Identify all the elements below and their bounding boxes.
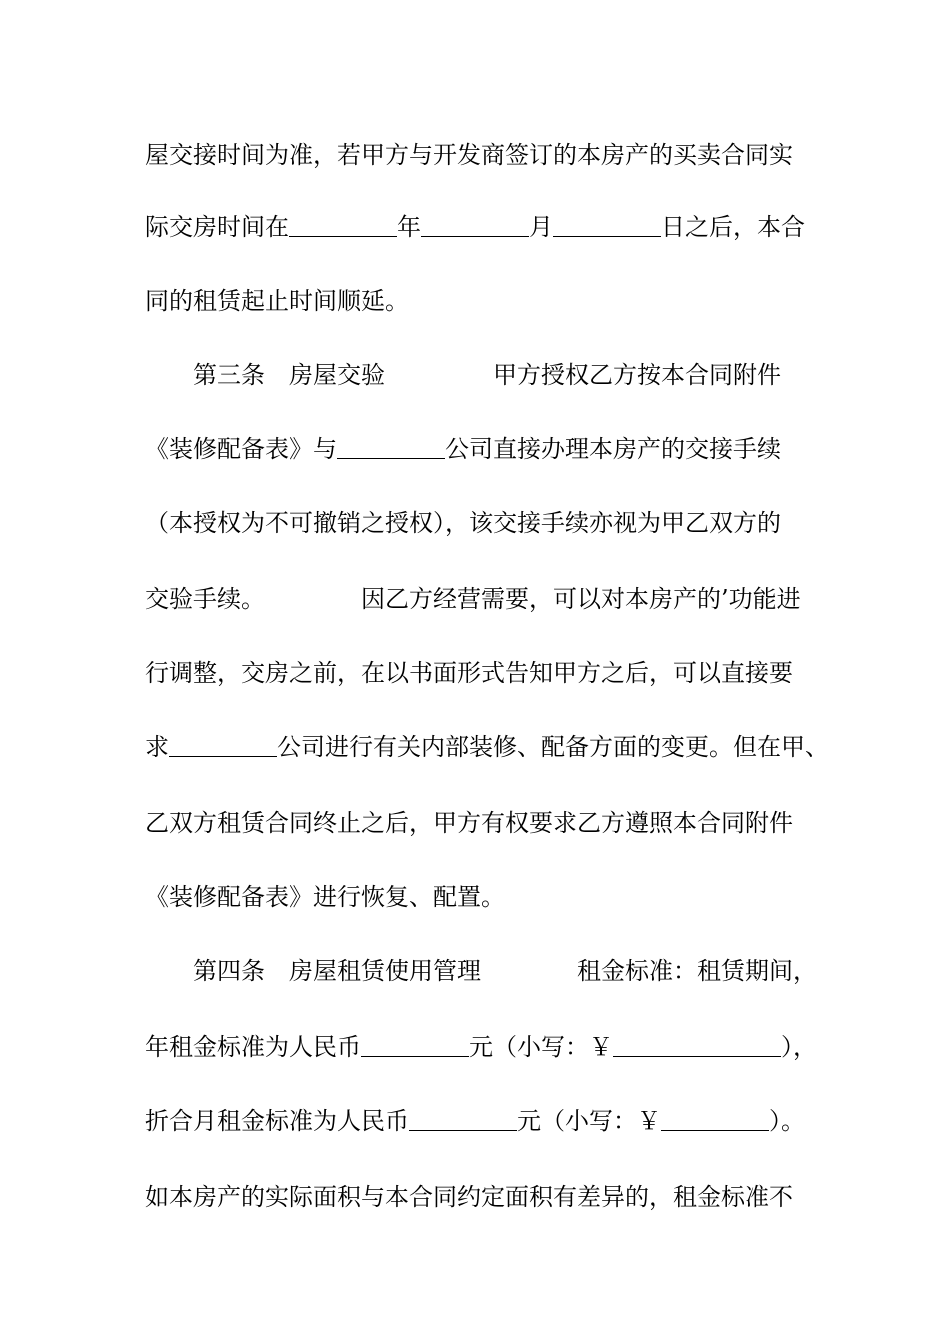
text-segment: 日之后，本合 <box>661 213 805 241</box>
article-heading: 房屋交验 <box>289 361 385 389</box>
fill-in-blank-line <box>289 214 397 237</box>
article-heading: 房屋租赁使用管理 <box>289 957 481 985</box>
text-segment: （本授权为不可撤销之授权），该交接手续亦视为甲乙双方的 <box>145 509 781 537</box>
text-line-7 <box>145 584 801 614</box>
text-line-9 <box>145 732 829 762</box>
text-segment: 元（小写：￥ <box>469 1033 613 1061</box>
text-line-15 <box>145 1182 793 1212</box>
fill-in-blank-line <box>661 1108 769 1131</box>
fill-in-blank-line <box>169 734 277 757</box>
text-segment: 《装修配备表》与 <box>145 435 337 463</box>
text-line-5 <box>145 434 781 464</box>
text-line-11 <box>145 882 505 912</box>
fill-in-blank-line <box>337 436 445 459</box>
text-segment: 同的租赁起止时间顺延。 <box>145 287 409 315</box>
text-line-3 <box>145 286 409 316</box>
text-line-8 <box>145 658 793 688</box>
text-segment: 元（小写：￥ <box>517 1107 661 1135</box>
text-segment: 交验手续。 <box>145 585 265 613</box>
text-line-6 <box>145 508 781 538</box>
text-segment: 甲方授权乙方按本合同附件 <box>493 361 781 389</box>
text-segment: 屋交接时间为准，若甲方与开发商签订的本房产的买卖合同实 <box>145 141 793 169</box>
text-segment: 乙双方租赁合同终止之后，甲方有权要求乙方遵照本合同附件 <box>145 809 793 837</box>
text-line-14 <box>145 1106 805 1136</box>
text-segment: ）。 <box>769 1107 805 1135</box>
text-segment: 折合月租金标准为人民币 <box>145 1107 409 1135</box>
fill-in-blank-line <box>421 214 529 237</box>
text-segment: 《装修配备表》进行恢复、配置。 <box>145 883 505 911</box>
text-segment: ）， <box>781 1033 817 1061</box>
fill-in-blank-line <box>613 1034 781 1057</box>
text-line-1 <box>145 140 793 170</box>
article-number: 第三条 <box>193 361 265 389</box>
text-line-13 <box>145 1032 817 1062</box>
fill-in-blank-line <box>409 1108 517 1131</box>
text-segment: 年 <box>397 213 421 241</box>
text-line-2 <box>145 212 805 242</box>
text-line-4 <box>193 360 781 390</box>
text-segment: 行调整，交房之前，在以书面形式告知甲方之后，可以直接要 <box>145 659 793 687</box>
fill-in-blank-line <box>553 214 661 237</box>
text-segment: 租金标准：租赁期间， <box>577 957 817 985</box>
article-number: 第四条 <box>193 957 265 985</box>
fill-in-blank-line <box>361 1034 469 1057</box>
text-line-10 <box>145 808 793 838</box>
text-segment: 际交房时间在 <box>145 213 289 241</box>
text-segment: 年租金标准为人民币 <box>145 1033 361 1061</box>
text-segment: 因乙方经营需要，可以对本房产的’功能进 <box>361 585 801 613</box>
text-segment: 求 <box>145 733 169 761</box>
text-segment: 如本房产的实际面积与本合同约定面积有差异的，租金标准不 <box>145 1183 793 1211</box>
text-segment: 公司直接办理本房产的交接手续 <box>445 435 781 463</box>
text-segment: 公司进行有关内部装修、配备方面的变更。但在甲、 <box>277 733 829 761</box>
text-line-12 <box>193 956 817 986</box>
text-segment: 月 <box>529 213 553 241</box>
